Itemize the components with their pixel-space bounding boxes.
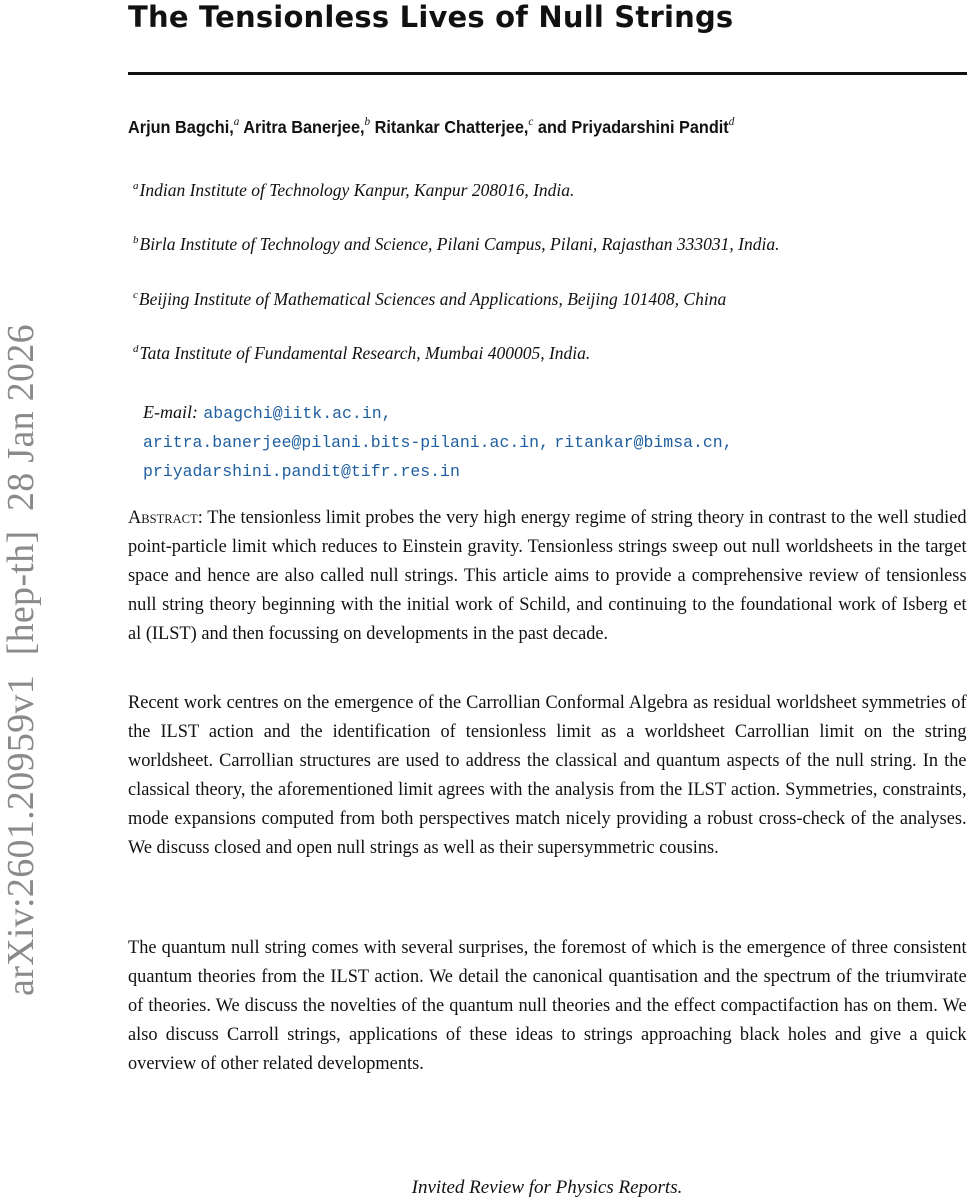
email-label: E-mail: [143, 402, 198, 422]
title-rule-divider [128, 72, 967, 75]
publication-note: Invited Review for Physics Reports. [411, 1177, 683, 1198]
email-block [143, 398, 733, 486]
affiliation-item [133, 343, 590, 364]
author-name: Arjun Bagchi, [128, 117, 234, 137]
affiliation-mark: d [133, 343, 139, 355]
affiliation-mark: b [364, 114, 371, 128]
affiliation-mark: c [133, 289, 138, 301]
arxiv-identifier-stamp: arXiv:2601.20959v1 [hep-th] 28 Jan 2026 [0, 324, 42, 996]
email-link-priyadarshini[interactable]: priyadarshini.pandit@tifr.res.in [143, 462, 460, 481]
affiliation-mark: c [528, 114, 534, 128]
abstract-text: : The tensionless limit probes the very high energy regime of string theory in contrast to the well studied point-particle limit which reduces to Einstein gravity. Tensionless strings sweep out null worldsheets in the target space and hence are also called null strings. This article aims to provide a comprehensive review of tensionless null string theory beginning with the initial work of Schild, and continuing to the foundational work of Isberg et al (ILST) and then focussing on developments in the past decade. [128, 507, 967, 644]
email-link-aritra[interactable]: aritra.banerjee@pilani.bits-pilani.ac.in, [143, 433, 549, 452]
author-name: Aritra Banerjee, [243, 117, 365, 137]
affiliation-item [133, 180, 574, 201]
author-name: Ritankar Chatterjee, [374, 117, 529, 137]
abstract-heading: Abstract [128, 507, 198, 528]
affiliation-item [133, 234, 780, 255]
abstract-paragraph: Recent work centres on the emergence of the Carrollian Conformal Algebra as residual worldsheet symmetries of the ILST action and the identification of tensionless limit as a worldsheet Carrollian limit on the string worldsheet. Carrollian structures are used to address the classical and quantum aspects of the null string. In the classical theory, the aforementioned limit agrees with the analysis from the ILST action. Symmetries, constraints, mode expansions computed from both perspectives match nicely providing a robust cross-check of the analyses. We discuss closed and open null strings as well as their supersymmetric cousins. [128, 692, 967, 858]
author-name: and Priyadarshini Pandit [537, 117, 729, 137]
affiliation-text: Tata Institute of Fundamental Research, Mumbai 400005, India. [139, 343, 591, 363]
author-list [128, 114, 735, 138]
affiliation-mark: a [133, 180, 139, 192]
affiliation-mark: d [728, 114, 735, 128]
email-link-abagchi[interactable]: abagchi@iitk.ac.in, [203, 404, 392, 423]
abstract-paragraph: The quantum null string comes with several surprises, the foremost of which is the emergence of three consistent quantum theories from the ILST action. We detail the canonical quantisation and the spectrum of the triumvirate of theories. We discuss the novelties of the quantum null theories and the effect compactifaction has on them. We also discuss Carroll strings, applications of these ideas to strings approaching black holes and give a quick overview of other related developments. [128, 937, 967, 1074]
paper-title: The Tensionless Lives of Null Strings [128, 0, 734, 34]
affiliation-mark: b [133, 234, 139, 246]
affiliation-text: Indian Institute of Technology Kanpur, Kanpur 208016, India. [139, 180, 575, 200]
affiliation-text: Birla Institute of Technology and Science, Pilani Campus, Pilani, Rajasthan 333031, India. [139, 234, 780, 254]
affiliation-mark: a [233, 114, 240, 128]
abstract-paragraph [128, 503, 967, 648]
affiliation-item [133, 289, 726, 310]
affiliation-text: Beijing Institute of Mathematical Sciences and Applications, Beijing 101408, China [138, 289, 727, 309]
email-link-ritankar[interactable]: ritankar@bimsa.cn, [554, 433, 733, 452]
